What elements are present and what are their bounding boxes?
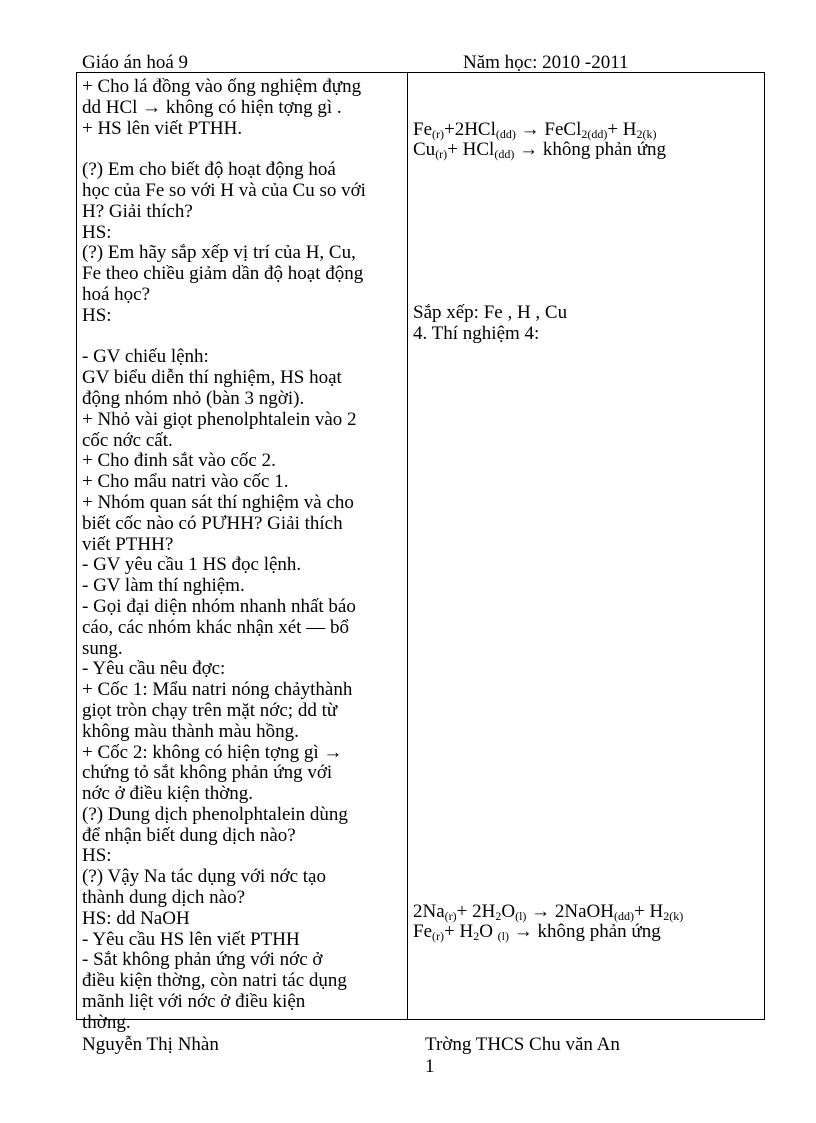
equation-fe-hcl: $Fe_{(r)}+2HCl_{(dd)}$ → FeCl$_{2(dd)}$+ $H_{2(k)}$ bbox=[413, 119, 657, 141]
activity-line: + Cho mẩu natri vào cốc 1. bbox=[82, 471, 289, 493]
activity-line: động nhóm nhỏ (bàn 3 ngời). bbox=[82, 387, 305, 409]
activity-line: (?) Em cho biết độ hoạt động hoá bbox=[82, 159, 336, 181]
activity-line: chứng tỏ sắt không phản ứng với bbox=[82, 762, 333, 784]
activity-line: biết cốc nào có PƯHH? Giải thích bbox=[82, 512, 343, 534]
activity-line: - GV làm thí nghiệm. bbox=[82, 575, 245, 597]
activity-line: - Sắt không phản ứng với nớc ở bbox=[82, 949, 323, 971]
activity-line: (?) Dung dịch phenolphtalein dùng bbox=[82, 803, 348, 825]
activity-line: không màu thành màu hồng. bbox=[82, 720, 299, 742]
activity-line: nớc ở điều kiện thờng. bbox=[82, 783, 254, 805]
activity-line: thờng. bbox=[82, 1011, 131, 1033]
activity-line: viết PTHH? bbox=[82, 533, 174, 555]
activity-line: - Yêu cầu HS lên viết PTHH bbox=[82, 928, 300, 950]
activity-line: Fe theo chiều giảm dần độ hoạt động bbox=[82, 263, 364, 285]
activity-line: GV biểu diễn thí nghiệm, HS hoạt bbox=[82, 367, 342, 389]
experiment-4-title: 4. Thí nghiệm 4: bbox=[413, 323, 540, 344]
activity-line bbox=[82, 139, 398, 160]
activity-line: + Nhỏ vài giọt phenolphtalein vào 2 bbox=[82, 408, 357, 430]
header-left: Giáo án hoá 9 bbox=[82, 52, 189, 73]
activity-line: sung. bbox=[82, 637, 123, 659]
activity-line: (?) Em hãy sắp xếp vị trí của H, Cu, bbox=[82, 242, 356, 264]
activity-line bbox=[82, 327, 398, 348]
activity-line: thành dung dịch nào? bbox=[82, 887, 246, 909]
activity-line: - Gọi đại diện nhóm nhanh nhất báo bbox=[82, 595, 356, 617]
activity-line: - Yêu cầu nêu đợc: bbox=[82, 658, 226, 680]
teacher-student-activity-column bbox=[82, 77, 398, 1034]
activity-line: giọt tròn chạy trên mặt nớc; dd từ bbox=[82, 699, 338, 721]
footer-school: Trờng THCS Chu văn An bbox=[425, 1034, 620, 1055]
activity-line: HS: bbox=[82, 304, 112, 326]
activity-line: + Nhóm quan sát thí nghiệm và cho bbox=[82, 491, 354, 513]
activity-line: cáo, các nhóm khác nhận xét — bổ bbox=[82, 616, 349, 638]
sort-order-text: Sắp xếp: Fe , H , Cu bbox=[413, 302, 568, 323]
activity-line: hoá học? bbox=[82, 283, 151, 305]
activity-line: + Cho đinh sắt vào cốc 2. bbox=[82, 450, 276, 472]
activity-line: HS: dd NaOH bbox=[82, 907, 190, 929]
equation-na-water: $2Na_{(r)}+ 2H_2O_{(l)}$ → 2NaOH$_{(dd)}$+ $H_{2(k)}$ bbox=[413, 901, 684, 923]
activity-line: HS: bbox=[82, 845, 112, 867]
activity-line: HS: bbox=[82, 221, 112, 243]
header-right: Năm học: 2010 -2011 bbox=[463, 52, 629, 73]
page-number: 1 bbox=[425, 1056, 435, 1077]
activity-line: H? Giải thích? bbox=[82, 200, 193, 222]
activity-line: + Cốc 1: Mẩu natri nóng chảythành bbox=[82, 679, 353, 701]
footer-author: Nguyễn Thị Nhàn bbox=[82, 1034, 219, 1055]
equation-fe-water: $Fe_{(r)}+ H_2O$ $_{(l)}$ → không phản ứng bbox=[413, 921, 661, 943]
activity-line: điều kiện thờng, còn natri tác dụng bbox=[82, 970, 347, 992]
activity-line: học của Fe so với H và của Cu so với bbox=[82, 179, 366, 201]
activity-line: + HS lên viết PTHH. bbox=[82, 117, 243, 139]
activity-line: để nhận biết dung dịch nào? bbox=[82, 824, 296, 846]
activity-line: + Cho lá đồng vào ống nghiệm đựng bbox=[82, 76, 362, 97]
activity-line: + Cốc 2: không có hiện tợng gì → bbox=[82, 741, 343, 763]
activity-line: cốc nớc cất. bbox=[82, 429, 173, 451]
activity-line: - GV chiếu lệnh: bbox=[82, 346, 209, 368]
lesson-table bbox=[76, 72, 765, 1033]
activity-line: mãnh liệt với nớc ở điều kiện bbox=[82, 991, 306, 1013]
activity-line: - GV yêu cầu 1 HS đọc lệnh. bbox=[82, 554, 302, 576]
column-divider bbox=[407, 73, 408, 1019]
activity-line: (?) Vậy Na tác dụng với nớc tạo bbox=[82, 866, 326, 888]
equation-cu-hcl: $Cu_{(r)}+ HCl_{(dd)}$ → không phản ứng bbox=[413, 139, 667, 161]
activity-line: dd HCl → không có hiện tợng gì . bbox=[82, 96, 342, 118]
